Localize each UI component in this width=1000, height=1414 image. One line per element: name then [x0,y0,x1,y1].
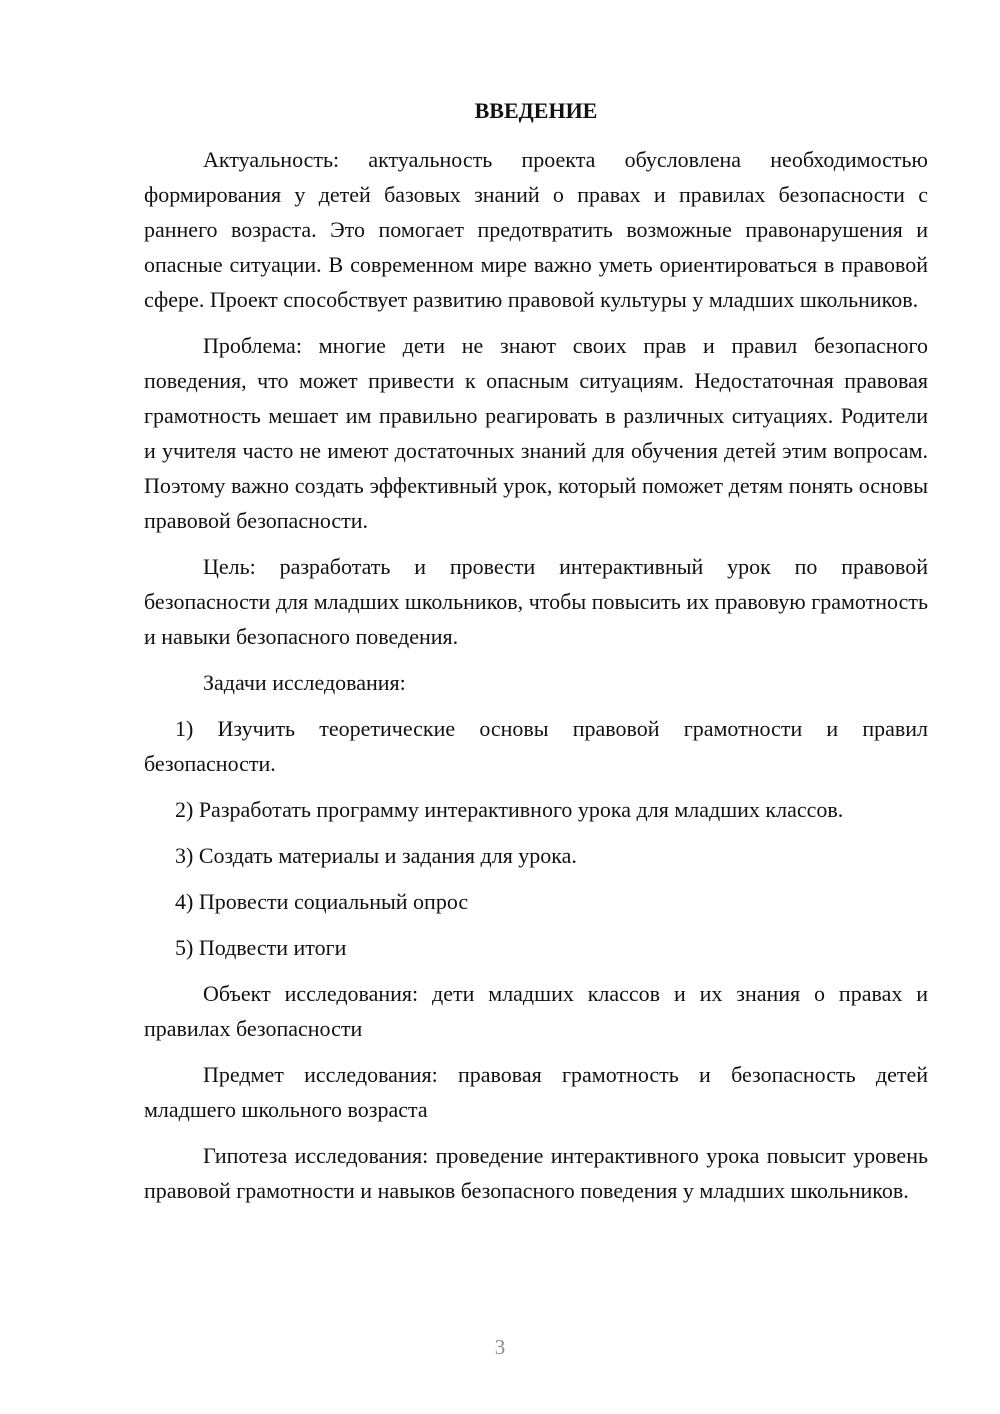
list-item: 3) Создать материалы и задания для урока. [175,843,577,868]
paragraph-hypothesis: Гипотеза исследования: проведение интерактивного урока повысит уровень правовой грамотности и навыков безопасного поведения у младших школьников. [144,1143,928,1203]
list-item: 1) Изучить теоретические основы правовой грамотности и правил безопасности. [144,716,928,776]
page-number: 3 [494,1335,506,1359]
tasks-heading: Задачи исследования: [203,670,406,695]
list-item: 2) Разработать программу интерактивного урока для младших классов. [175,797,844,822]
section-title: ВВЕДЕНИЕ [474,98,598,123]
list-item: 4) Провести социальный опрос [175,889,469,914]
paragraph-goal: Цель: разработать и провести интерактивный урок по правовой безопасности для младших школьников, чтобы повысить их правовую грамотность и навыки безопасного поведения. [144,554,928,649]
paragraph-relevance: Актуальность: актуальность проекта обусловлена необходимостью формирования у детей базовых знаний о правах и правилах безопасности с раннего возраста. Это помогает предотвратить возможные правонарушения и опасные ситуации. В современном мире важно уметь ориентироваться в правовой сфере. Проект способствует развитию правовой культуры у младших школьников. [144,147,928,312]
paragraph-problem: Проблема: многие дети не знают своих прав и правил безопасного поведения, что может привести к опасным ситуациям. Недостаточная правовая грамотность мешает им правильно реагировать в различных ситуациях. Родители и учителя часто не имеют достаточных знаний для обучения детей этим вопросам. Поэтому важно создать эффективный урок, который поможет детям понять основы правовой безопасности. [144,333,928,533]
paragraph-object: Объект исследования: дети младших классов и их знания о правах и правилах безопасности [144,981,928,1041]
list-item: 5) Подвести итоги [175,935,347,960]
document-page [144,93,928,1208]
paragraph-subject: Предмет исследования: правовая грамотность и безопасность детей младшего школьного возраста [144,1062,928,1122]
